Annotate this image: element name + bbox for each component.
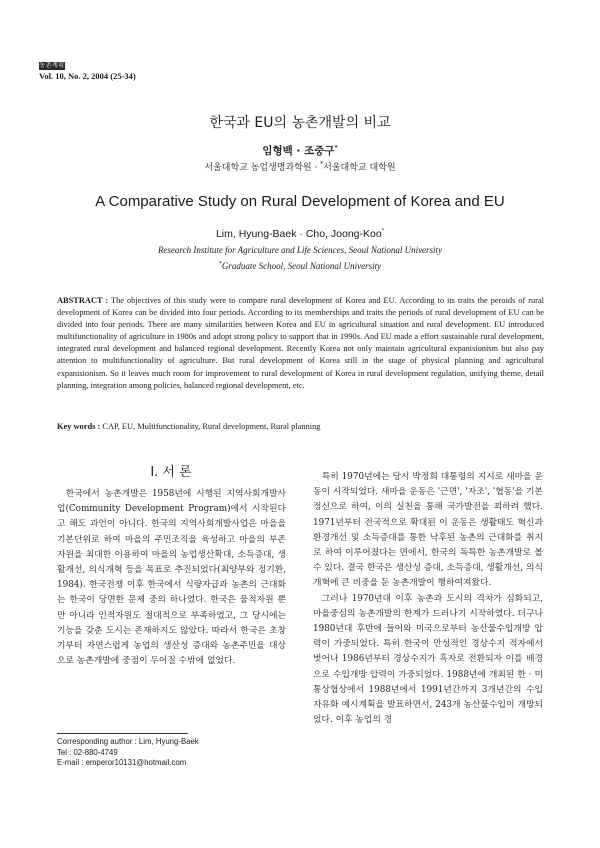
- abstract-text: The objectives of this study were to compare rural development of Korea and EU. According to its traits the peroids of rural development of Korea can be divided into four periods. According to its memberships and traits the periods of rural development of EU can be divided into four periods. There are many similarities between Korea and EU in agricultural situation and rural development. EU introduced multifunctionality of agriculture in 1980s and adopt strong policy to support that in 1990s. And EU made a effort sustainable rural development, integrated rural development and balanced regional development. Recently Korea not only maintain agricultural expanisionism but also pay attention to multifunctionality of agriculture. But rural development of Korea still in the stage of physical planning and agricultural expanisionism. So it leaves much room for improvement to rural development of Korea in rural development regulation, unifying theme, detail planning, integration among policies, balanced regional development, etc.: [57, 296, 544, 390]
- correspondence-note: [57, 737, 286, 769]
- english-author-names: Lim, Hyung-Baek · Cho, Joong-Koo: [215, 228, 382, 240]
- corresponding-email: E-mail : emperor10131@hotmail.com: [57, 758, 187, 768]
- footnote-divider: [57, 733, 188, 734]
- abstract-label: ABSTRACT :: [57, 296, 109, 305]
- english-author-mark: *: [381, 228, 385, 235]
- korean-affiliation: [0, 160, 600, 173]
- journal-badge: 농촌계획: [39, 62, 65, 69]
- korean-author-mark: *: [334, 144, 338, 152]
- corresponding-author: Corresponding author : Lim, Hyung-Baek: [57, 737, 199, 746]
- keywords-label: Key words :: [57, 422, 101, 431]
- english-affiliation-2: [0, 261, 600, 271]
- english-authors: [0, 228, 600, 240]
- section-heading-introduction: Ⅰ. 서 론: [150, 465, 192, 480]
- english-affiliation-1: Research Institute for Agriculture and Life Sciences, Seoul National University: [157, 245, 443, 255]
- keywords-text: CAP, EU, Multifunctionality, Rural development, Rural planning: [102, 422, 321, 431]
- korean-title: 한국과 EU의 농촌개발의 비교: [209, 115, 391, 131]
- body-right-column: [313, 470, 543, 728]
- body-paragraph: 한국에서 농촌개발은 1958년에 시행된 지역사회개발사업(Community Development Program)에서 시작된다고 해도 과언이 아니다. 한국의 지역사회개발사업은 마을을 기본단위로 하여 마을의 주민조직을 육성하고 마을의 부존자원을 최대한 이용하여 마을의 농업생산확대, 소득증대, 생활개선, 의식개혁 등을 목표로 추진되었다(최양부와 정기환, 1984). 한국전쟁 이후 한국에서 식량자급과 농촌의 근대화는 한국이 당면한 문제 중의 하나였다. 한국은 물적자원 뿐만 아니라 인적자원도 절대적으로 부족하였고, 그 당시에는 기능을 갖춘 도시는 존재하지도 않았다. 따라서 한국은 초창기부터 자연스럽게 농업의 생산성 증대와 농촌주민을 대상으로 농촌개발에 중점이 두어질 수밖에 없었다.: [57, 489, 286, 667]
- body-paragraph: 그러나 1970년대 이후 농촌과 도시의 격차가 심화되고, 마을중심의 농촌개발의 한계가 드러나기 시작하였다. 더구나 1980년대 후반에 들어와 미국으로부터 농산물수입개방 압력이 가중되었다. 특히 한국이 만성적인 경상수지 적자에서 벗어나 1986년부터 경상수지가 흑자로 전환되자 이를 배경으로 수입개방 압력이 가중되었다. 1988년에 개최된 한 · 미통상협상에서 1988년에서 1991년간까지 3개년간의 수입자유화 예시계획을 발표하면서, 243개 농산물수입이 개방되었다. 이후 농업의 경: [313, 593, 543, 726]
- abstract: [57, 295, 544, 392]
- keywords: [57, 422, 544, 431]
- english-affiliation-2-text: Graduate School, Seoul National University: [221, 261, 382, 271]
- body-left-column: [57, 487, 286, 669]
- korean-affiliation-mark: *: [320, 161, 324, 168]
- english-title: A Comparative Study on Rural Development of Korea and EU: [95, 193, 505, 210]
- korean-authors: [0, 143, 600, 158]
- korean-affiliation-grad: 서울대학교 대학원: [323, 163, 396, 173]
- korean-affiliation-main: 서울대학교 농업생명과학원 ·: [204, 163, 321, 173]
- english-affiliation-2-mark: *: [218, 261, 222, 267]
- journal-volume-info: Vol. 10, No. 2, 2004 (25-34): [39, 71, 136, 81]
- corresponding-tel: Tel : 02-880-4749: [57, 747, 118, 757]
- korean-author-names: 임형백 · 조중구: [262, 145, 335, 157]
- body-paragraph: 특히 1970년에는 당시 박정희 대통령의 지시로 새마을 운동이 시작되었다. 새마을 운동은 '근면', '자조', '협동'을 기본정신으로 하여, 이의 실천을 통해 국가발전을 꾀하려 했다. 1971년부터 전국적으로 확대된 이 운동은 생활태도 혁신과 환경개선 및 소득증대를 통한 낙후된 농촌의 근대화를 취지로 하여 이루어졌다는 면에서, 한국의 독특한 농촌개발로 볼 수 있다. 결국 한국은 생산성 증대, 소득증대, 생활개선, 의식개혁에 큰 비중을 둔 농촌개발이 행하여져왔다.: [313, 472, 543, 589]
